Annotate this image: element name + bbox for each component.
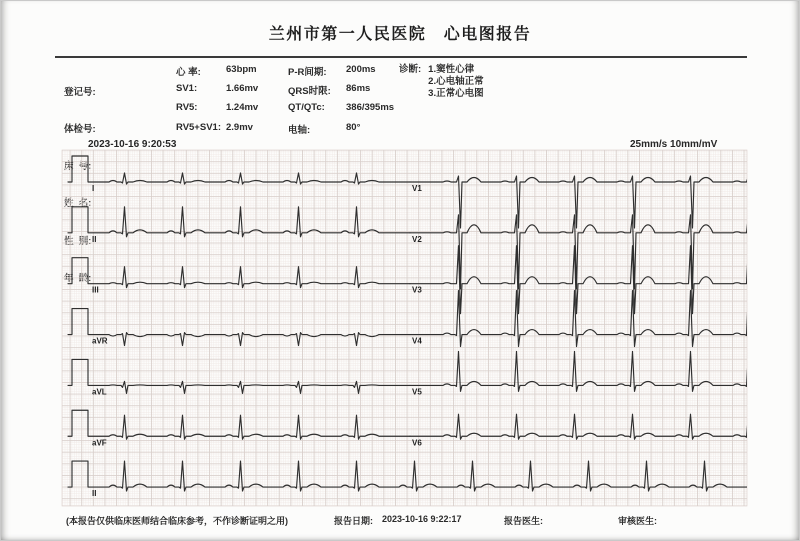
interval-label: 电轴: bbox=[288, 124, 311, 136]
vital-value: 2.9mv bbox=[226, 121, 253, 133]
lead-label: III bbox=[92, 285, 99, 295]
review-doctor-label: 审核医生: bbox=[618, 516, 657, 526]
vital-value: 63bpm bbox=[226, 64, 257, 75]
vitals-column bbox=[176, 64, 258, 141]
vital-row bbox=[176, 83, 258, 102]
ecg-strip bbox=[58, 138, 750, 510]
interval-label: QRS时限: bbox=[288, 86, 331, 98]
lead-label: V1 bbox=[412, 184, 422, 193]
page-title: 兰州市第一人民医院 心电图报告 bbox=[268, 26, 532, 43]
lead-label: II bbox=[92, 234, 97, 244]
interval-value: 80° bbox=[346, 121, 361, 133]
interval-row bbox=[288, 102, 394, 121]
interval-value: 200ms bbox=[346, 64, 376, 75]
vital-row bbox=[176, 102, 258, 121]
report-date-value: 2023-10-16 9:22:17 bbox=[382, 514, 462, 524]
lead-label: I bbox=[92, 184, 95, 193]
patient-field-label: 登记号: bbox=[64, 86, 96, 98]
interval-row bbox=[288, 64, 394, 83]
diagnosis-block bbox=[399, 64, 484, 101]
vital-label: RV5: bbox=[176, 102, 198, 114]
vital-value: 1.66mv bbox=[226, 83, 259, 95]
lead-label: V3 bbox=[412, 285, 422, 295]
lead-label: V5 bbox=[412, 387, 422, 397]
lead-label: aVL bbox=[92, 387, 107, 397]
diagnosis-item: 1.窦性心律 bbox=[428, 64, 475, 75]
intervals-column bbox=[288, 64, 394, 141]
patient-field-label: 体检号: bbox=[64, 124, 96, 136]
vital-value: 1.24mv bbox=[226, 102, 259, 114]
lead-label: II bbox=[92, 489, 97, 499]
diagnosis-item: 2.心电轴正常 bbox=[428, 76, 484, 88]
paper-speed-gain: 25mm/s 10mm/mV bbox=[630, 139, 718, 150]
diagnosis-item: 3.正常心电图 bbox=[428, 88, 484, 100]
vital-label: SV1: bbox=[176, 83, 198, 95]
lead-label: aVR bbox=[92, 336, 108, 346]
report-date-label: 报告日期: bbox=[334, 516, 373, 526]
lead-label: aVF bbox=[92, 438, 107, 448]
lead-label: V2 bbox=[412, 234, 422, 244]
vital-label: 心 率: bbox=[176, 67, 201, 78]
interval-label: P-R间期: bbox=[288, 67, 327, 78]
interval-row bbox=[288, 83, 394, 102]
interval-label: QT/QTc: bbox=[288, 102, 325, 114]
diagnosis-items bbox=[428, 64, 483, 101]
interval-value: 386/395ms bbox=[346, 102, 395, 114]
recording-timestamp: 2023-10-16 9:20:53 bbox=[88, 139, 177, 150]
ecg-grid bbox=[62, 150, 747, 506]
lead-label: V4 bbox=[412, 336, 422, 346]
header-divider bbox=[55, 56, 747, 58]
diagnosis-label: 诊断: bbox=[399, 64, 422, 75]
vital-label: RV5+SV1: bbox=[176, 121, 221, 133]
interval-value: 86ms bbox=[346, 83, 371, 95]
disclaimer-text: (本报告仅供临床医师结合临床参考，不作诊断证明之用) bbox=[66, 516, 288, 526]
report-doctor-label: 报告医生: bbox=[504, 516, 543, 526]
lead-label: V6 bbox=[412, 438, 422, 448]
vital-row bbox=[176, 64, 258, 83]
